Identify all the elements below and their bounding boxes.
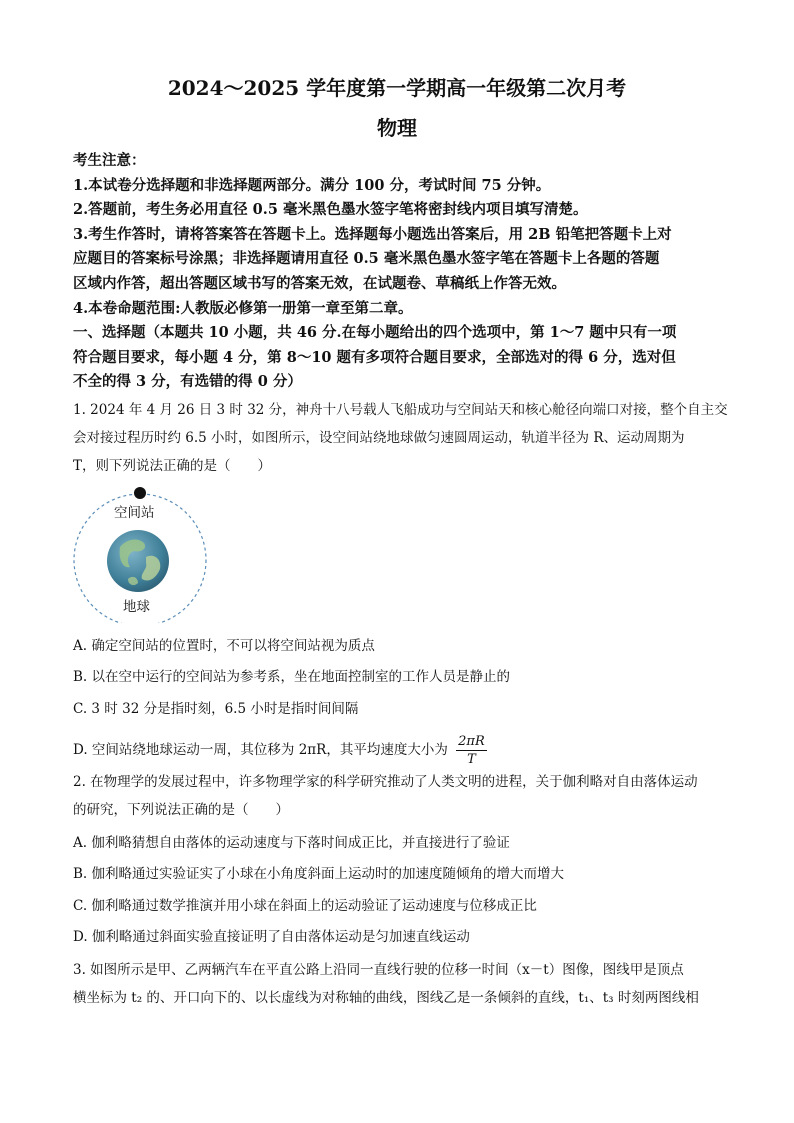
question-line: 的研究，下列说法正确的是（ ） (73, 802, 289, 818)
notice-line: 4.本卷命题范围:人教版必修第一册第一章至第二章。 (73, 299, 413, 317)
earth-icon (107, 530, 169, 592)
q2-option-d: D. 伽利略通过斜面实验直接证明了自由落体运动是匀加速直线运动 (73, 929, 470, 945)
notice-line: 区域内作答，超出答题区域书写的答案无效，在试题卷、草稿纸上作答无效。 (73, 274, 566, 292)
question-line: 3. 如图所示是甲、乙两辆汽车在平直公路上沿同一直线行驶的位移一时间（x－t）图像，图线甲是顶点 (73, 962, 684, 978)
notice-line: 应题目的答案标号涂黑；非选择题请用直径 0.5 毫米黑色墨水签字笔在答题卡上各题的答题 (73, 250, 660, 268)
fraction-denominator: T (467, 752, 476, 767)
exam-title: 2024～2025 学年度第一学期高一年级第二次月考 (167, 76, 627, 100)
notice-line: 1.本试卷分选择题和非选择题两部分。满分 100 分，考试时间 75 分钟。 (73, 176, 551, 194)
q1-option-a: A. 确定空间站的位置时，不可以将空间站视为质点 (73, 638, 375, 654)
notice-line: 3.考生作答时，请将答案答在答题卡上。选择题每小题选出答案后，用 2B 铅笔把答题卡上对 (73, 225, 672, 243)
fraction-numerator: 2πR (458, 734, 485, 749)
question-line: 1. 2024 年 4 月 26 日 3 时 32 分，神舟十八号载人飞船成功与空间站天和核心舱径向端口对接，整个自主交 (73, 402, 728, 418)
q2-option-c: C. 伽利略通过数学推演并用小球在斜面上的运动验证了运动速度与位移成正比 (73, 898, 537, 914)
notice-heading: 考生注意： (73, 152, 146, 169)
section-instruction: 不全的得 3 分，有选错的得 0 分） (73, 373, 302, 391)
q1-option-c: C. 3 时 32 分是指时刻，6.5 小时是指时间间隔 (73, 701, 359, 717)
notice-block (73, 149, 733, 395)
question-line: T，则下列说法正确的是（ ） (73, 458, 272, 474)
q2-option-a: A. 伽利略猜想自由落体的运动速度与下落时间成正比，并直接进行了验证 (73, 835, 510, 851)
notice-line: 2.答题前，考生务必用直径 0.5 毫米黑色墨水签字笔将密封线内项目填写清楚。 (73, 201, 588, 219)
earth-label: 地球 (123, 599, 150, 615)
q1-option-b: B. 以在空中运行的空间站为参考系，坐在地面控制室的工作人员是静止的 (73, 669, 511, 685)
section-instruction: 一、选择题（本题共 10 小题，共 46 分.在每小题给出的四个选项中，第 1～7 题中只有一项 (73, 324, 677, 342)
question-line: 会对接过程历时约 6.5 小时，如图所示，设空间站绕地球做匀速圆周运动，轨道半径为 R、运动周期为 (73, 430, 685, 446)
q2-option-b: B. 伽利略通过实验证实了小球在小角度斜面上运动时的加速度随倾角的增大而增大 (73, 866, 565, 882)
average-speed-fraction (456, 733, 487, 768)
subject-title: 物理 (377, 116, 417, 140)
space-station-dot (134, 487, 146, 499)
orbit-figure (68, 483, 210, 623)
section-instruction: 符合题目要求，每小题 4 分，第 8～10 题有多项符合题目要求，全部选对的得 6 分，选对但 (73, 348, 676, 366)
question-1-stem (73, 396, 733, 480)
question-3-stem (73, 956, 733, 1012)
space-station-label: 空间站 (114, 505, 155, 521)
q1-option-d-wrap (73, 733, 487, 768)
question-line: 2. 在物理学的发展过程中，许多物理学家的科学研究推动了人类文明的进程，关于伽利略对自由落体运动 (73, 774, 698, 790)
q1-option-d: D. 空间站绕地球运动一周，其位移为 2πR，其平均速度大小为 (73, 742, 448, 758)
question-line: 横坐标为 t₂ 的、开口向下的、以长虚线为对称轴的曲线，图线乙是一条倾斜的直线，t₁、t₃ 时刻两图线相 (73, 990, 699, 1006)
question-2-stem (73, 768, 733, 824)
